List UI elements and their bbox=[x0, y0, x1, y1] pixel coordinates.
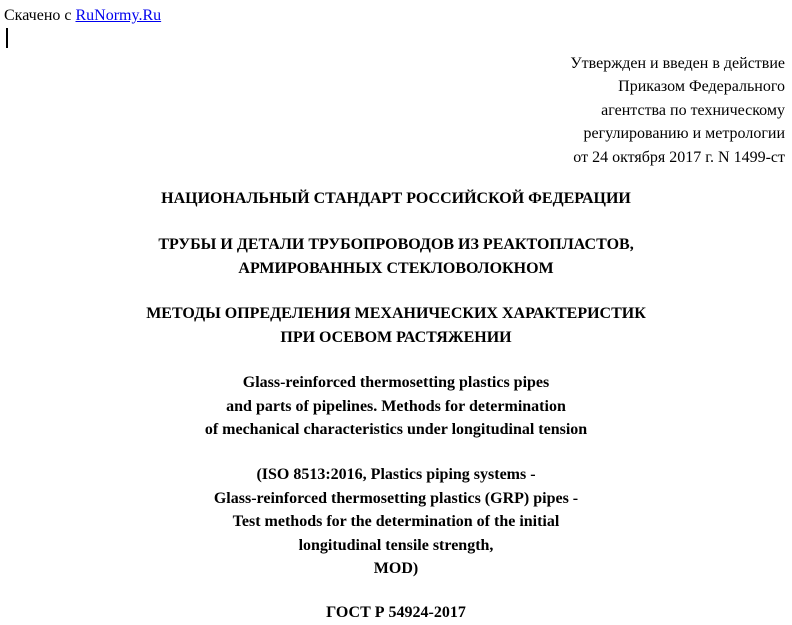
title-line: ТРУБЫ И ДЕТАЛИ ТРУБОПРОВОДОВ ИЗ РЕАКТОПЛАСТОВ, bbox=[158, 236, 634, 253]
source-link[interactable]: RuNormy.Ru bbox=[75, 7, 162, 24]
iso-reference bbox=[0, 463, 792, 581]
approval-block bbox=[570, 52, 785, 169]
approval-line: регулированию и метрологии bbox=[583, 125, 785, 143]
national-standard-text: НАЦИОНАЛЬНЫЙ СТАНДАРТ РОССИЙСКОЙ ФЕДЕРАЦИИ bbox=[161, 190, 631, 207]
english-title-line: Glass-reinforced thermosetting plastics pipes bbox=[242, 374, 550, 391]
approval-line: от 24 октября 2017 г. N 1499-ст bbox=[573, 148, 785, 166]
source-line bbox=[4, 6, 161, 26]
approval-line: Утвержден и введен в действие bbox=[570, 55, 785, 72]
national-standard-heading bbox=[0, 187, 792, 211]
iso-reference-line: MOD) bbox=[373, 560, 419, 577]
iso-reference-line: (ISO 8513:2016, Plastics piping systems - bbox=[256, 466, 536, 483]
iso-reference-line: Test methods for the determination of the initial bbox=[232, 513, 560, 530]
english-title bbox=[0, 371, 792, 442]
approval-line: агентства по техническому bbox=[601, 101, 785, 119]
english-title-line: of mechanical characteristics under longitudinal tension bbox=[204, 421, 588, 438]
standard-number bbox=[0, 601, 792, 625]
english-title-line: and parts of pipelines. Methods for determination bbox=[226, 397, 566, 415]
iso-reference-line: longitudinal tensile strength, bbox=[298, 536, 494, 554]
document-title bbox=[0, 233, 792, 280]
subtitle-line: МЕТОДЫ ОПРЕДЕЛЕНИЯ МЕХАНИЧЕСКИХ ХАРАКТЕРИСТИК bbox=[146, 305, 646, 322]
document-subtitle bbox=[0, 302, 792, 349]
subtitle-line: ПРИ ОСЕВОМ РАСТЯЖЕНИИ bbox=[280, 328, 512, 346]
title-line: АРМИРОВАННЫХ СТЕКЛОВОЛОКНОМ bbox=[238, 259, 554, 277]
standard-number-text: ГОСТ Р 54924-2017 bbox=[326, 604, 466, 621]
source-prefix: Скачено с bbox=[4, 7, 76, 24]
text-cursor bbox=[6, 28, 8, 48]
iso-reference-line: Glass-reinforced thermosetting plastics (GRP) pipes - bbox=[213, 489, 579, 507]
approval-line: Приказом Федерального bbox=[618, 78, 785, 96]
